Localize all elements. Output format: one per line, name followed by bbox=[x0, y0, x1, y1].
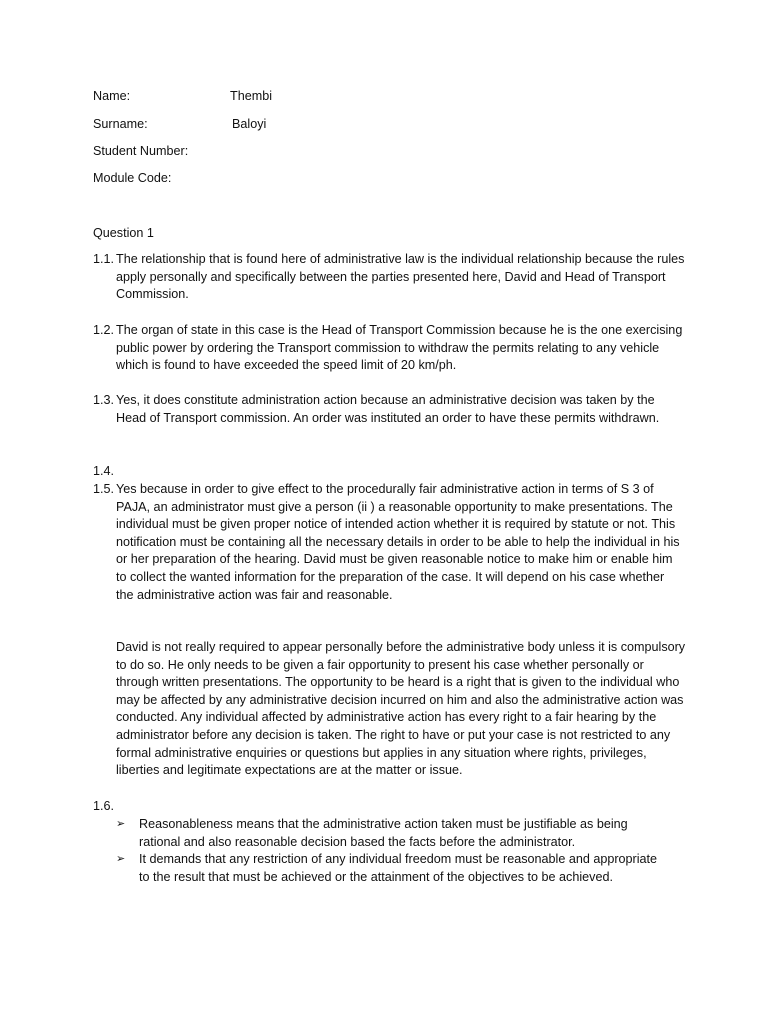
module-code-row bbox=[93, 169, 293, 187]
answer-1-5-paragraph-2: David is not really required to appear personally before the administrative body unless it is compulsory to do so. He only needs to be given a fair opportunity to present his case whether personally or through written presentations. The opportunity to be heard is a right that is given to the individual who may be affected by any administrative decision incurred on him and also the administrative action was conducted. Any individual affected by administrative action has every right to a fair hearing by the administrator before any decision is taken. The right to have or put your case is not restricted to any formal administrative enquiries or questions but applies in any situation where rights, privileges, liberties and legitimate expectations are at the matter or issue. bbox=[116, 640, 686, 778]
arrow-bullet-icon: ➢ bbox=[116, 818, 126, 830]
answer-1-3 bbox=[93, 392, 685, 427]
bullet-item bbox=[116, 851, 661, 886]
answer-number: 1.5. bbox=[93, 482, 115, 496]
answer-text: Yes because in order to give effect to the procedurally fair administrative action in terms of S 3 of PAJA, an administrator must give a person (ii ) a reasonable opportunity to make presentations. The individual must be given proper notice of intended action whether it is required by statute or not. This notification must be containing all the necessary details in order to be able to help the individual in his or her preparation of the hearing. David must be given reasonable notice to make him or enable him to collect the wanted information for the preparation of the case. It will depend on his case whether the administrative action was fair and reasonable. bbox=[116, 482, 680, 602]
arrow-bullet-icon: ➢ bbox=[116, 853, 126, 865]
answer-1-2 bbox=[93, 322, 685, 375]
bullet-item bbox=[116, 816, 661, 851]
bullet-text: Reasonableness means that the administrative action taken must be justifiable as being rational and also reasonable decision based the facts before the administrator. bbox=[139, 817, 628, 849]
answer-1-1 bbox=[93, 251, 685, 304]
answer-number: 1.2. bbox=[93, 323, 115, 337]
name-label: Name: bbox=[93, 89, 131, 103]
surname-label: Surname: bbox=[93, 117, 148, 131]
answer-text: The relationship that is found here of administrative law is the individual relationship because the rules apply personally and specifically between the parties presented here, David and Head of Transport Commission. bbox=[116, 252, 685, 302]
answer-number: 1.6. bbox=[93, 799, 115, 813]
question-title: Question 1 bbox=[93, 226, 154, 240]
name-value: Thembi bbox=[230, 89, 272, 103]
answer-number: 1.1. bbox=[93, 252, 115, 266]
answer-number: 1.3. bbox=[93, 393, 115, 407]
bullet-text: It demands that any restriction of any individual freedom must be reasonable and appropriate to the result that must be achieved or the attainment of the objectives to be achieved. bbox=[139, 852, 658, 884]
module-code-label: Module Code: bbox=[93, 171, 172, 185]
name-row bbox=[93, 87, 293, 105]
student-number-row bbox=[93, 142, 293, 160]
answer-1-5 bbox=[93, 481, 685, 604]
student-number-label: Student Number: bbox=[93, 144, 189, 158]
surname-row bbox=[93, 115, 293, 133]
answer-number: 1.4. bbox=[93, 464, 115, 478]
answer-text: The organ of state in this case is the Head of Transport Commission because he is the one exercising public power by ordering the Transport commission to withdraw the permits relating to any vehicle which is found to have exceeded the speed limit of 20 km/ph. bbox=[116, 323, 683, 373]
answer-text: Yes, it does constitute administration action because an administrative decision was taken by the Head of Transport commission. An order was instituted an order to have these permits withdrawn. bbox=[116, 393, 660, 425]
surname-value: Baloyi bbox=[232, 117, 267, 131]
